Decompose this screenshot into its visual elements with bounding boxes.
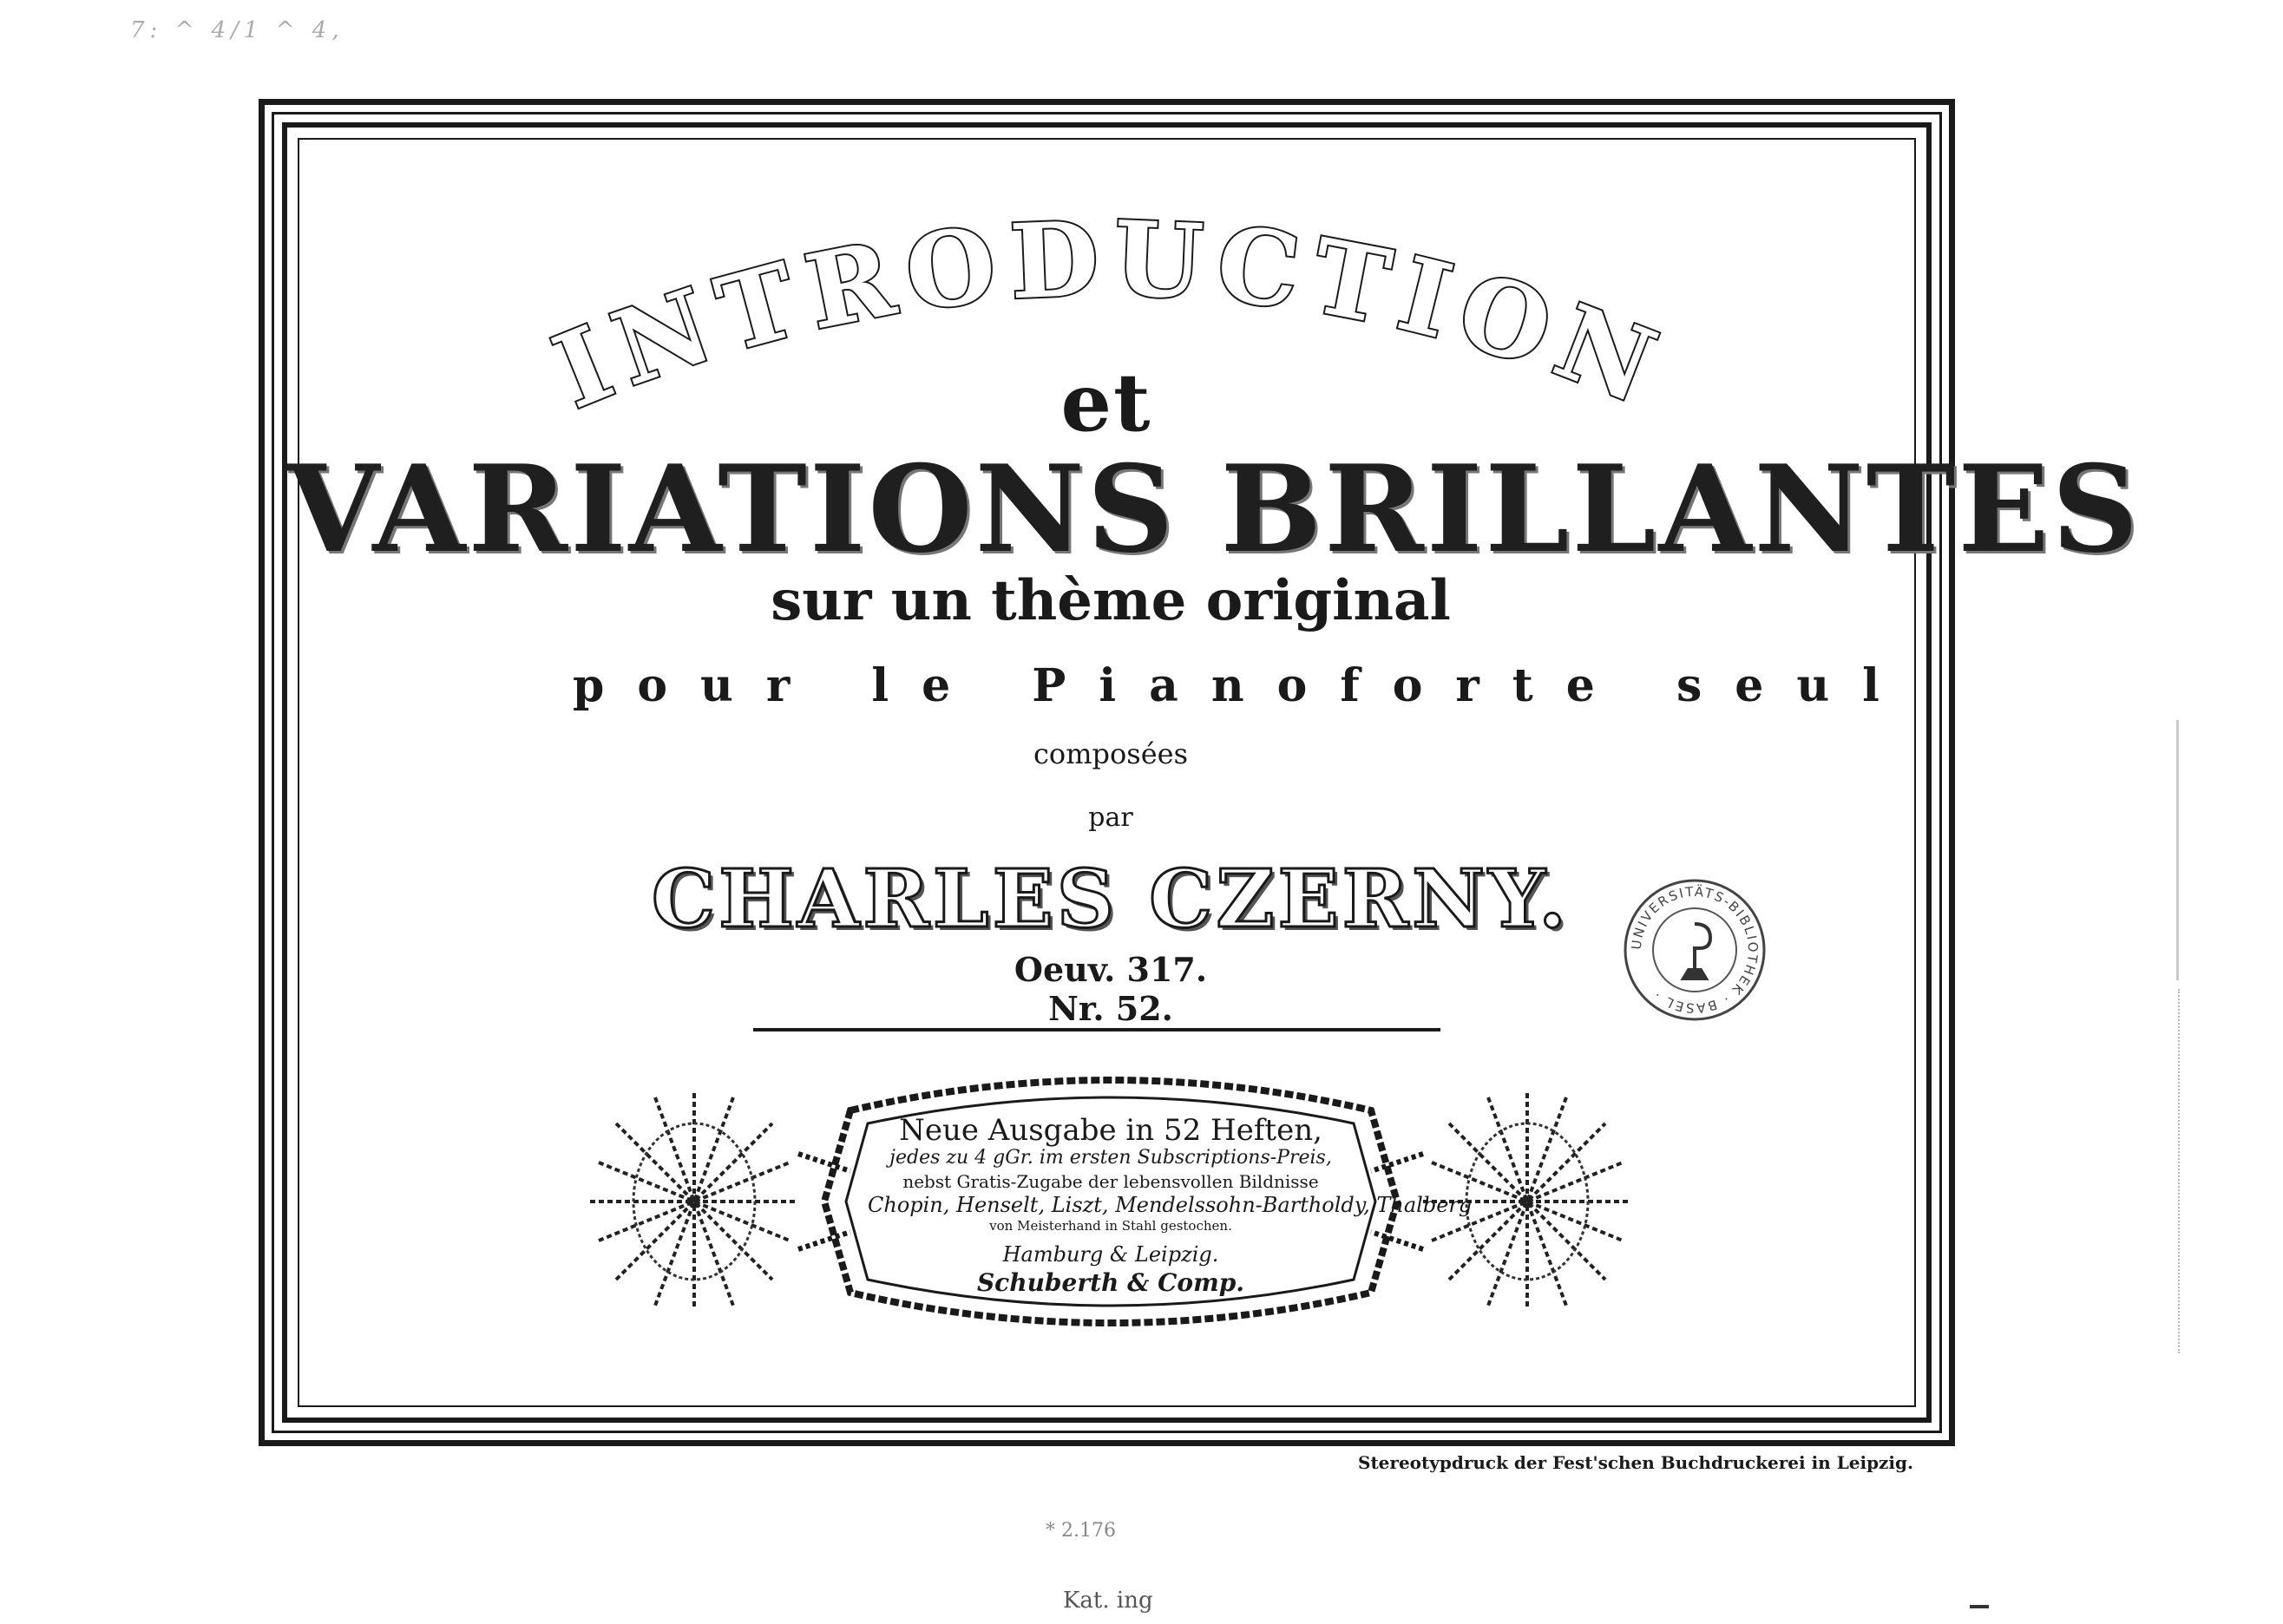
scan-edge-dots: [2178, 989, 2181, 1353]
left-starburst-ornament: [590, 1093, 798, 1310]
handwritten-note: 7: ^ 4/1 ^ 4,: [130, 17, 344, 43]
composer-name: CHARLES CZERNY.: [651, 852, 1571, 946]
corner-mark: [1970, 1605, 1989, 1608]
svg-text:UNIVERSITÄTS-BIBLIOTHEK · BASE: UNIVERSITÄTS-BIBLIOTHEK · BASEL ·: [1628, 883, 1761, 1017]
bonus-line: nebst Gratis-Zugabe der lebensvollen Bildnisse: [902, 1171, 1319, 1192]
subtitle-theme: sur un thème original: [771, 568, 1451, 633]
library-stamp: [1621, 876, 1768, 1024]
edition-line: Neue Ausgabe in 52 Heften,: [899, 1113, 1322, 1148]
publisher-city: Hamburg & Leipzig.: [1002, 1242, 1219, 1267]
printer-imprint: Stereotypdruck der Fest'schen Buchdruckerei in Leipzig.: [1358, 1452, 1913, 1473]
title-rule: [753, 1028, 1440, 1031]
engraving-line: von Meisterhand in Stahl gestochen.: [989, 1218, 1232, 1234]
portraits-line: Chopin, Henselt, Liszt, Mendelssohn-Bartholdy, Thalberg: [868, 1193, 1473, 1217]
title-variations-brillantes: VARIATIONS BRILLANTES: [286, 438, 2142, 580]
issue-number: Nr. 52.: [1048, 989, 1173, 1028]
catalog-mark: Kat. ing: [1063, 1588, 1153, 1614]
scan-edge-line: [2176, 720, 2179, 980]
title-introduction: INTRODUCTION: [538, 197, 1683, 432]
composees-label: composées: [1033, 737, 1188, 770]
opus-number: Oeuv. 317.: [1014, 950, 1208, 989]
shelf-mark: * 2.176: [1046, 1520, 1116, 1542]
publisher-name: Schuberth & Comp.: [976, 1268, 1245, 1297]
par-label: par: [1088, 802, 1133, 833]
price-line: jedes zu 4 gGr. im ersten Subscriptions-Preis,: [889, 1147, 1332, 1169]
instrument-line: pour le Pianoforte seul: [573, 659, 1912, 712]
basel-crosier-icon: [1683, 924, 1710, 979]
title-et: et: [1060, 356, 1152, 449]
